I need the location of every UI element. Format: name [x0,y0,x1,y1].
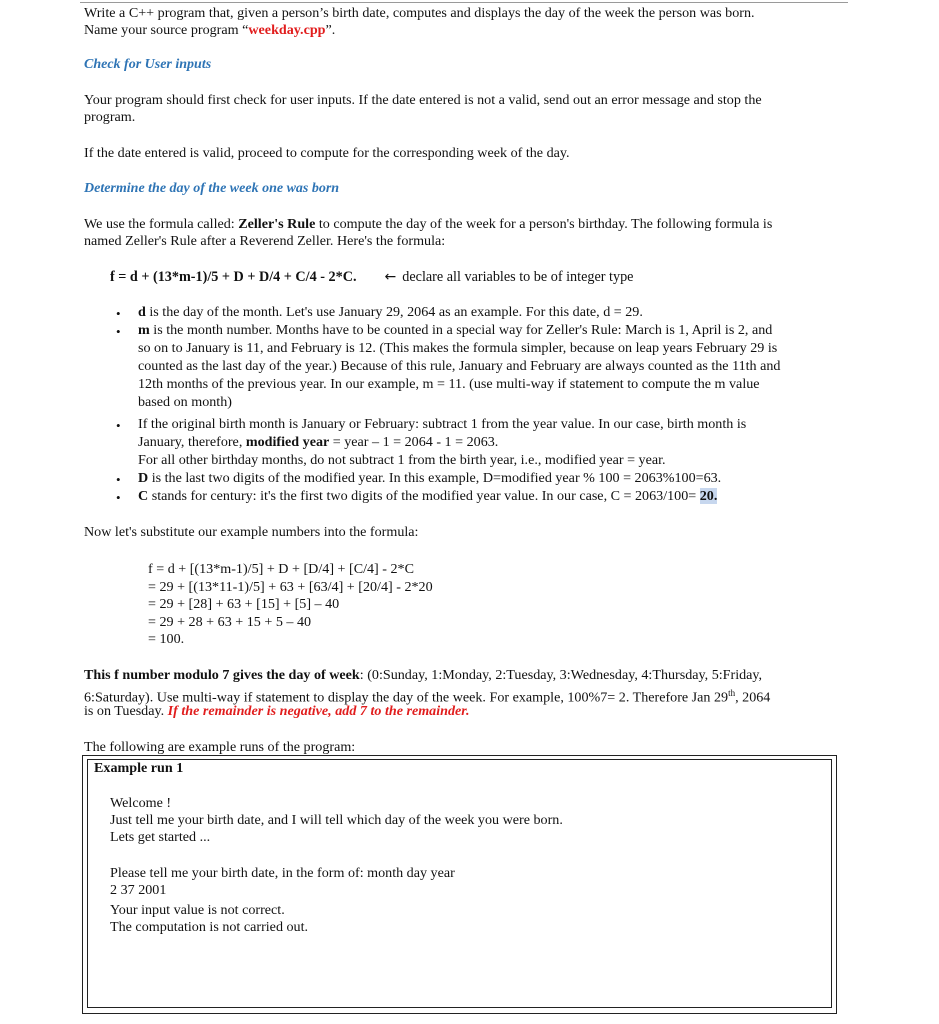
console-line: 2 37 2001 [110,882,167,898]
source-filename: weekday.cpp [248,22,326,38]
bullet-year-line-3: For all other birthday months, do not subtract 1 from the birth year, i.e., modified year = year. [138,452,666,468]
modulo-line-2: 6:Saturday). Use multi-way if statement to display the day of the week. For example, 100%7= 2. Therefore Jan 29th, 2064 [84,688,771,706]
example-intro: The following are example runs of the program: [84,739,356,755]
zeller-text-b: to compute the day of the week for a person's birthday. The following formula is [315,216,773,232]
highlighted-value: 20. [699,488,718,504]
substitute-intro: Now let's substitute our example numbers into the formula: [84,524,419,540]
zeller-para-line-1 [84,216,772,234]
derivation-line: = 29 + [28] + 63 + [15] + [5] – 40 [148,596,340,613]
zeller-rule-name: Zeller's Rule [238,216,316,232]
console-line: The computation is not carried out. [110,919,309,935]
example-box [87,759,832,1008]
bullet-dot: • [116,490,121,505]
derivation-line: = 100. [148,631,185,648]
example-run-title: Example run 1 [94,760,184,776]
bullet-m-line-1: m is the month number. Months have to be counted in a special way for Zeller's Rule: March is 1, April is 2, and [138,322,773,338]
derivation-line: = 29 + [(13*11-1)/5] + 63 + [63/4] + [20/4] - 2*20 [148,578,433,595]
zeller-formula: f = d + (13*m-1)/5 + D + D/4 + C/4 - 2*C. [110,269,357,285]
left-arrow-icon: ← [384,269,397,285]
formula-line [110,269,633,286]
check-para-line-2: program. [84,109,136,125]
derivation-line: = 29 + 28 + 63 + 15 + 5 – 40 [148,613,312,630]
derivation [148,561,433,649]
intro-prefix: Name your source program “ [84,22,249,38]
console-line: Welcome ! [110,795,172,811]
bullet-m-line-5: based on month) [138,394,232,410]
console-line: Your input value is not correct. [110,902,285,918]
bullet-dot: • [116,306,121,321]
zeller-text-a: We use the formula called: [84,216,239,232]
check-para-2: If the date entered is valid, proceed to compute for the corresponding week of the day. [84,145,570,161]
modulo-line-3: is on Tuesday. If the remainder is negative, add 7 to the remainder. [84,703,470,719]
heading-determine-day: Determine the day of the week one was born [84,181,340,196]
modulo-line-1: This f number modulo 7 gives the day of week: (0:Sunday, 1:Monday, 2:Tuesday, 3:Wednesday, 4:Thursday, 5:Friday, [84,667,763,683]
console-line: Please tell me your birth date, in the form of: month day year [110,865,455,881]
negative-remainder-note: If the remainder is negative, add 7 to the remainder. [167,703,470,719]
bullet-C: C stands for century: it's the first two digits of the modified year value. In our case, C = 2063/100= 20. [138,488,718,504]
bullet-d: d is the day of the month. Let's use January 29, 2064 as an example. For this date, d = 29. [138,304,643,320]
bullet-dot: • [116,418,121,433]
bullet-m-line-2: so on to January is 11, and February is 12. (This makes the formula simpler, because on leap years February 29 is [138,340,778,356]
heading-check-inputs: Check for User inputs [84,57,212,72]
bullet-m-line-3: counted as the last day of the year.) Because of this rule, January and February are always counted as the 11th and [138,358,781,374]
intro-line-1: Write a C++ program that, given a person’s birth date, computes and displays the day of the week the person was born. [84,5,755,21]
bullet-D: D is the last two digits of the modified year. In this example, D=modified year % 100 = 2063%100=63. [138,470,722,486]
bullet-dot: • [116,472,121,487]
formula-note: declare all variables to be of integer type [402,269,634,285]
derivation-line: f = d + [(13*m-1)/5] + D + [D/4] + [C/4] - 2*C [148,561,414,577]
intro-line-2 [84,22,335,40]
console-line: Lets get started ... [110,829,211,845]
bullet-year-line-1: If the original birth month is January or February: subtract 1 from the year value. In our case, birth month is [138,416,747,432]
intro-suffix: ”. [325,22,336,38]
bullet-year-line-2: January, therefore, modified year = year – 1 = 2064 - 1 = 2063. [138,434,499,450]
zeller-para-line-2: named Zeller's Rule after a Reverend Zeller. Here's the formula: [84,233,446,249]
console-line: Just tell me your birth date, and I will tell which day of the week you were born. [110,812,563,828]
check-para-line-1: Your program should first check for user inputs. If the date entered is not a valid, send out an error message and stop the [84,92,762,108]
bullet-m-line-4: 12th months of the previous year. In our example, m = 11. (use multi-way if statement to compute the m value [138,376,760,392]
top-rule [80,2,848,3]
bullet-dot: • [116,324,121,339]
